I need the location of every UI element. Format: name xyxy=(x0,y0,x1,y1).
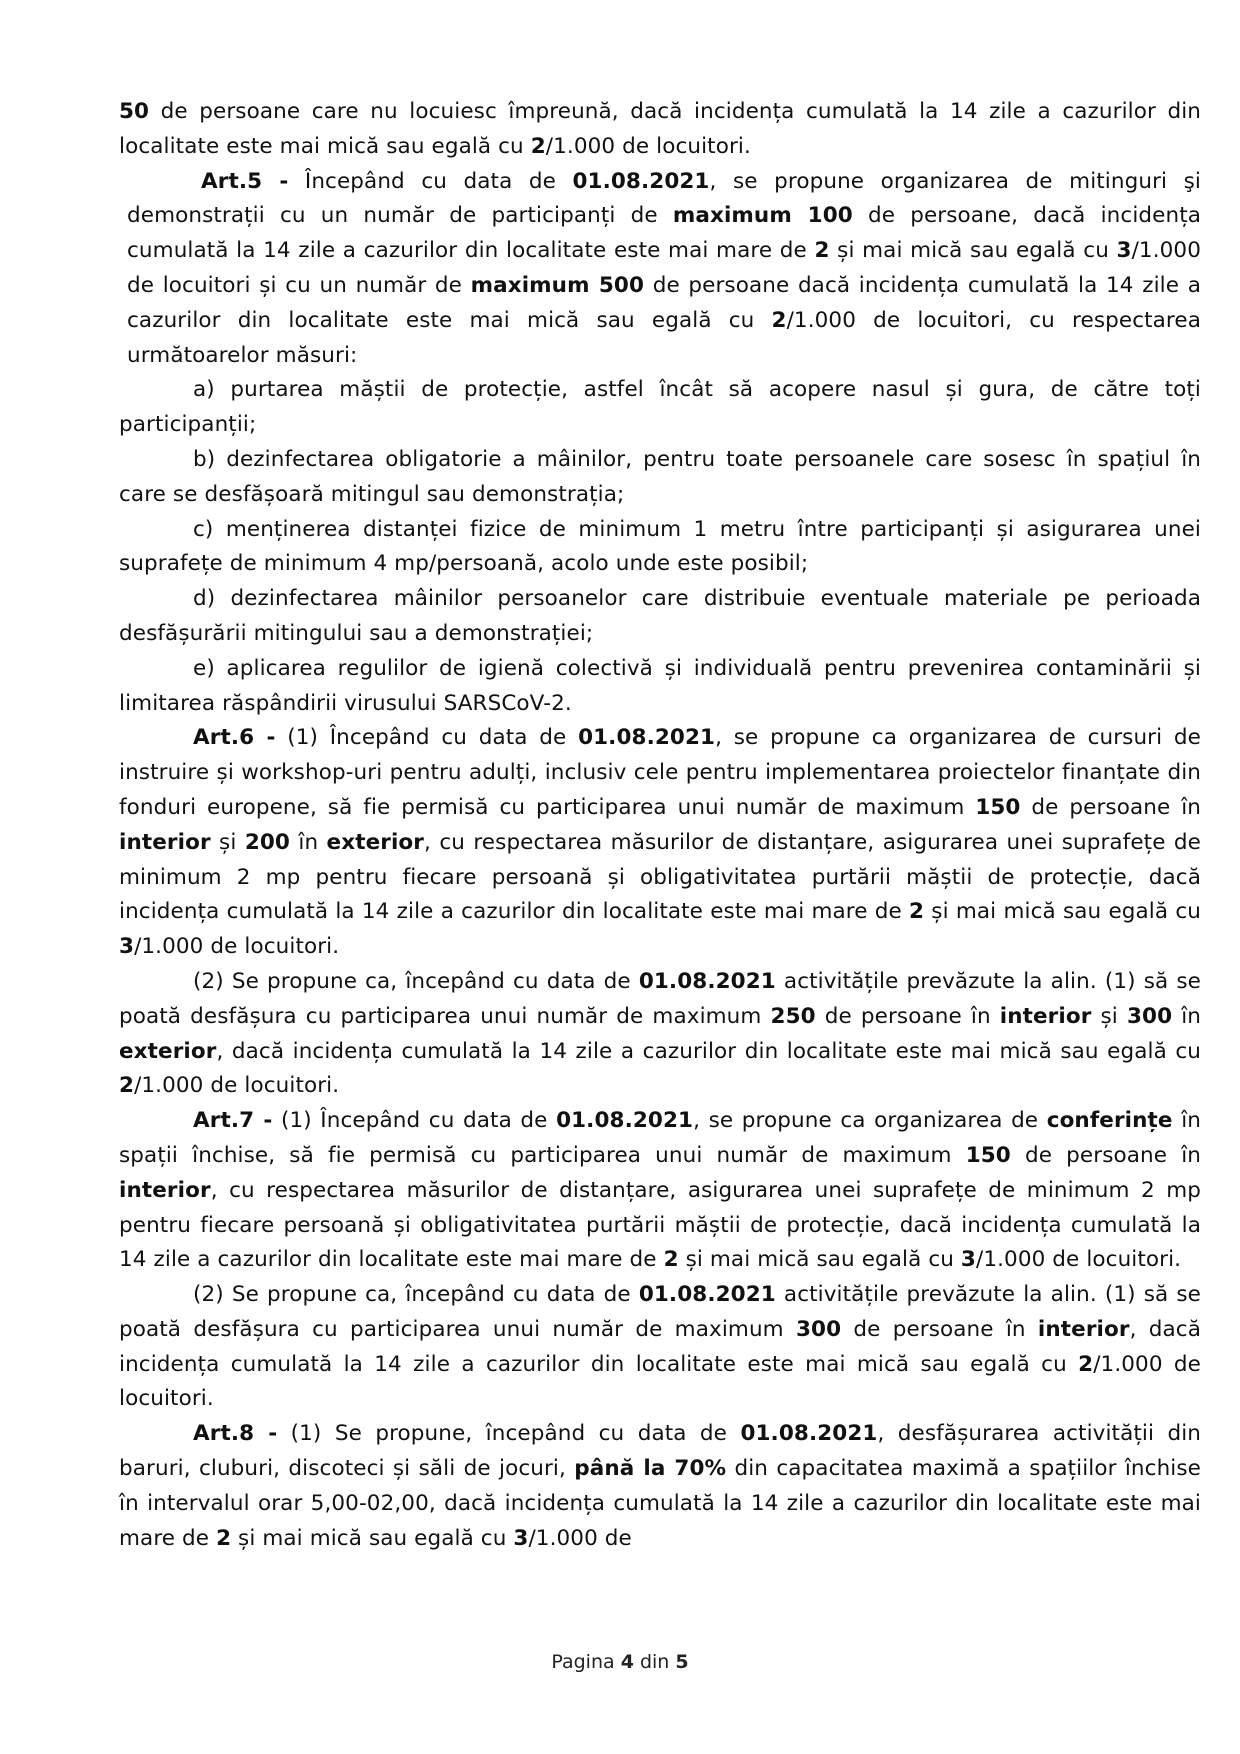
bold-text-run: 01.08.2021 xyxy=(578,725,716,751)
bold-text-run: 3 xyxy=(1116,238,1132,264)
text-run: , desfășurarea activității din baruri, cluburi, discoteci și săli de jocuri, xyxy=(119,1421,1201,1482)
text-run: din capacitatea maximă a spațiilor închise în intervalul orar 5,00-02,00, dacă incidența cumulată la 14 zile a cazurilor din localitate este mai mare de xyxy=(119,1456,1202,1551)
list-item-b xyxy=(119,443,1201,513)
text-run: de persoane în xyxy=(1010,1142,1201,1168)
paragraph-art5 xyxy=(119,165,1201,374)
text-run: în xyxy=(290,829,327,855)
text-run: , se propune organizarea de mitinguri şi demonstrații cu un număr de participanți de xyxy=(127,168,1201,229)
bold-text-run: 150 xyxy=(965,1142,1011,1168)
list-item-d xyxy=(119,582,1201,652)
text-run: de persoane, dacă incidența cumulată la 14 zile a cazurilor din localitate este mai mare de xyxy=(127,203,1202,264)
bold-text-run: 2 xyxy=(663,1247,679,1273)
text-run: /1.000 de locuitori. xyxy=(134,934,340,960)
text-run: /1.000 de xyxy=(528,1525,632,1551)
bold-text-run: Art.7 - xyxy=(193,1108,273,1134)
text-run: de persoane în xyxy=(841,1316,1038,1342)
page-footer xyxy=(0,1651,1240,1673)
bold-text-run: 2 xyxy=(1078,1351,1094,1377)
document-body xyxy=(119,95,1201,1556)
text-run: d) dezinfectarea mâinilor persoanelor care distribuie eventuale materiale pe perioada desfășurării mitingului sau a demonstrației; xyxy=(119,586,1201,646)
text-run: și xyxy=(1091,1003,1127,1029)
text-run: activitățile prevăzute la alin. (1) să se poată desfășura cu participarea unui număr de maximum xyxy=(119,968,1201,1029)
text-run: , cu respectarea măsurilor de distanțare, asigurarea unei suprafețe de minimum 2 mp pentru fiecare persoană și obligativitatea purtării măștii de protecție, dacă incidența cumulată la 14 zile a cazurilor din localitate este mai mare de xyxy=(119,1177,1201,1273)
bold-text-run: 2 xyxy=(216,1525,232,1551)
footer-label: Pagina xyxy=(551,1651,615,1673)
text-run: de persoane care nu locuiesc împreună, dacă incidența cumulată la 14 zile a cazurilor din localitate este mai mică sau egală cu xyxy=(119,99,1201,159)
bold-text-run: 300 xyxy=(795,1316,842,1342)
bold-text-run: 01.08.2021 xyxy=(740,1421,878,1447)
text-run: și mai mică sau egală cu xyxy=(924,899,1201,925)
list-item-c xyxy=(119,513,1201,583)
bold-text-run: Art.5 - xyxy=(201,168,289,194)
bold-text-run: maximum 500 xyxy=(470,272,645,298)
text-run: , dacă incidența cumulată la 14 zile a cazurilor din localitate este mai mică sau egală cu xyxy=(119,1316,1201,1377)
list-item-a xyxy=(119,373,1201,443)
text-run: /1.000 de locuitori și cu un număr de xyxy=(127,238,1201,298)
list-item-e xyxy=(119,652,1201,722)
text-run: /1.000 de locuitori, cu respectarea următoarelor măsuri: xyxy=(127,307,1201,368)
text-run: în spații închise, să fie permisă cu participarea unui număr de maximum xyxy=(119,1108,1201,1168)
text-run: Începând cu data de xyxy=(288,168,573,194)
text-run: , se propune ca organizarea de xyxy=(693,1108,1047,1134)
bold-text-run: Art.6 - xyxy=(193,725,276,751)
text-run: (1) Începând cu data de xyxy=(275,725,579,751)
text-run: (1) Începând cu data de xyxy=(272,1108,557,1134)
bold-text-run: 2 xyxy=(119,1073,135,1099)
text-run: , se propune ca organizarea de cursuri de instruire și workshop-uri pentru adulți, inclusiv cele pentru implementarea proiectelor finanțate din fonduri europene, să fie permisă cu participarea unui număr de maximum xyxy=(119,725,1201,820)
text-run: b) dezinfectarea obligatorie a mâinilor, pentru toate persoanele care sosesc în spațiul în care se desfășoară mitingul sau demonstrația; xyxy=(119,446,1201,507)
bold-text-run: 2 xyxy=(814,238,830,264)
text-run: /1.000 de locuitori. xyxy=(119,1351,1201,1412)
text-run: și xyxy=(210,829,245,855)
bold-text-run: 01.08.2021 xyxy=(556,1108,694,1134)
text-run: și mai mică sau egală cu xyxy=(829,238,1117,264)
bold-text-run: 3 xyxy=(513,1525,529,1551)
paragraph-art6-2 xyxy=(119,965,1201,1104)
bold-text-run: maximum 100 xyxy=(672,203,853,229)
bold-text-run: 200 xyxy=(244,829,290,855)
current-page-number: 4 xyxy=(620,1651,634,1673)
text-run: activitățile prevăzute la alin. (1) să se poată desfășura cu participarea unui număr de maximum xyxy=(119,1282,1201,1342)
bold-text-run: 2 xyxy=(771,307,787,333)
text-run: e) aplicarea regulilor de igienă colectivă și individuală pentru prevenirea contaminării și limitarea răspândirii virusului SARSCoV-2. xyxy=(119,655,1201,716)
text-run: de persoane dacă incidența cumulată la 14 zile a cazurilor din localitate este mai mică sau egală cu xyxy=(127,272,1201,333)
bold-text-run: 2 xyxy=(909,899,925,925)
bold-text-run: interior xyxy=(119,1177,211,1203)
text-run: , cu respectarea măsurilor de distanțare, asigurarea unei suprafețe de minimum 2 mp pentru fiecare persoană și obligativitatea purtării măștii de protecție, dacă incidența cumulată la 14 zile a cazurilor din localitate este mai mare de xyxy=(119,829,1201,925)
text-run: (2) Se propune ca, începând cu data de xyxy=(193,968,639,994)
text-run: de persoane în xyxy=(815,1003,1000,1029)
bold-text-run: până la 70% xyxy=(574,1456,727,1482)
bold-text-run: 01.08.2021 xyxy=(638,968,776,994)
text-run: /1.000 de locuitori. xyxy=(975,1247,1182,1273)
bold-text-run: 250 xyxy=(770,1003,816,1029)
paragraph-art4-continuation xyxy=(119,95,1201,165)
text-run: a) purtarea măștii de protecție, astfel încât să acopere nasul și gura, de către toți participanții; xyxy=(119,377,1201,438)
text-run: (1) Se propune, începând cu data de xyxy=(277,1421,741,1447)
text-run: /1.000 de locuitori. xyxy=(545,133,751,159)
text-run: și mai mică sau egală cu xyxy=(231,1525,514,1551)
bold-text-run: Art.8 - xyxy=(193,1421,278,1447)
bold-text-run: 3 xyxy=(960,1247,976,1273)
bold-text-run: conferințe xyxy=(1046,1108,1173,1134)
bold-text-run: exterior xyxy=(326,829,425,855)
bold-text-run: interior xyxy=(999,1003,1092,1029)
bold-text-run: 50 xyxy=(119,99,150,124)
bold-text-run: exterior xyxy=(119,1038,217,1064)
footer-separator: din xyxy=(639,1651,670,1673)
paragraph-art7-1 xyxy=(119,1104,1201,1278)
paragraph-art8-1 xyxy=(119,1417,1201,1556)
bold-text-run: 2 xyxy=(530,133,546,159)
text-run: (2) Se propune ca, începând cu data de xyxy=(193,1282,639,1308)
bold-text-run: 01.08.2021 xyxy=(638,1282,776,1308)
total-pages-number: 5 xyxy=(675,1651,689,1673)
bold-text-run: 3 xyxy=(119,934,135,960)
bold-text-run: interior xyxy=(119,829,211,855)
text-run: /1.000 de locuitori. xyxy=(134,1073,340,1099)
text-run: și mai mică sau egală cu xyxy=(678,1247,961,1273)
bold-text-run: 150 xyxy=(975,794,1021,820)
text-run: de persoane în xyxy=(1020,794,1201,820)
bold-text-run: 300 xyxy=(1126,1003,1173,1029)
bold-text-run: interior xyxy=(1037,1316,1130,1342)
text-run: , dacă incidența cumulată la 14 zile a cazurilor din localitate este mai mică sau egală cu xyxy=(216,1038,1201,1064)
paragraph-art6-1 xyxy=(119,721,1201,965)
paragraph-art7-2 xyxy=(119,1278,1201,1417)
text-run: în xyxy=(1172,1003,1202,1029)
bold-text-run: 01.08.2021 xyxy=(572,168,710,194)
text-run: c) menținerea distanței fizice de minimum 1 metru între participanți și asigurarea unei suprafețe de minimum 4 mp/persoană, acolo unde este posibil; xyxy=(119,516,1201,577)
